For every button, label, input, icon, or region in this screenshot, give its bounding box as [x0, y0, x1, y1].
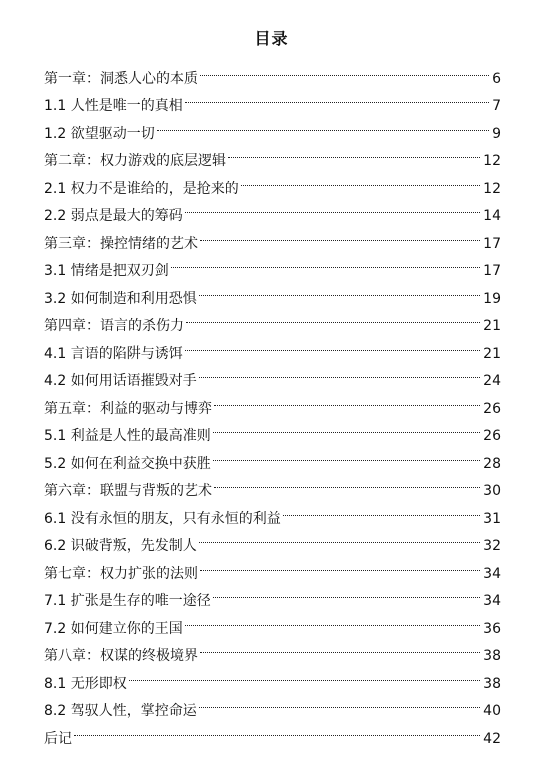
- dot-leader: [185, 193, 480, 221]
- dot-leader: [283, 495, 480, 523]
- dot-leader: [213, 578, 480, 606]
- toc-entry-label: 5.1 利益是人性的最高准则: [44, 428, 211, 444]
- dot-leader: [241, 165, 480, 193]
- toc-entry-page-number: 12: [483, 180, 501, 197]
- toc-entry-label: 2.1 权力不是谁给的，是抢来的: [44, 180, 239, 197]
- toc-entry-page-number: 28: [483, 455, 501, 472]
- dot-leader: [214, 468, 480, 496]
- toc-entry-label: 2.2 弱点是最大的筹码: [44, 208, 183, 224]
- toc-entry[interactable]: [44, 715, 501, 747]
- dot-leader: [199, 688, 480, 716]
- toc-entry-label: 8.2 驾驭人性，掌控命运: [44, 703, 197, 719]
- toc-entry-label: 第四章：语言的杀伤力: [44, 318, 184, 334]
- toc-entry-label: 3.1 情绪是把双刃剑: [44, 263, 169, 279]
- toc-entry-label: 第一章：洞悉人心的本质: [44, 70, 198, 87]
- toc-entry-page-number: 14: [483, 208, 501, 224]
- toc-entry-page-number: 40: [483, 703, 501, 719]
- dot-leader: [171, 248, 480, 276]
- toc-entry-page-number: 17: [483, 263, 501, 279]
- toc-entry-label: 5.2 如何在利益交换中获胜: [44, 455, 211, 472]
- dot-leader: [199, 358, 480, 386]
- toc-entry-label: 第六章：联盟与背叛的艺术: [44, 483, 212, 499]
- toc-entry[interactable]: [44, 55, 501, 87]
- toc-entry-page-number: 21: [483, 345, 501, 362]
- dot-leader: [200, 633, 480, 661]
- dot-leader: [74, 715, 480, 743]
- toc-entry-page-number: 9: [492, 125, 501, 142]
- toc-entry-page-number: 42: [483, 730, 501, 747]
- dot-leader: [129, 660, 480, 688]
- dot-leader: [200, 220, 480, 248]
- dot-leader: [185, 83, 489, 111]
- toc-entry-page-number: 19: [483, 290, 501, 307]
- toc-entry-page-number: 38: [483, 675, 501, 692]
- toc-entry-page-number: 17: [483, 235, 501, 252]
- dot-leader: [185, 605, 480, 633]
- toc-entry-label: 7.1 扩张是生存的唯一途径: [44, 593, 211, 609]
- toc-entry-page-number: 36: [483, 620, 501, 637]
- toc-entry-page-number: 26: [483, 400, 501, 417]
- toc-entry-page-number: 34: [483, 565, 501, 582]
- toc-entry-label: 4.1 言语的陷阱与诱饵: [44, 345, 183, 362]
- toc-entry-label: 第七章：权力扩张的法则: [44, 565, 198, 582]
- toc-entry-label: 7.2 如何建立你的王国: [44, 620, 183, 637]
- toc-entry-label: 1.1 人性是唯一的真相: [44, 98, 183, 114]
- dot-leader: [228, 138, 480, 166]
- toc-entry-label: 3.2 如何制造和利用恐惧: [44, 290, 197, 307]
- toc-entry-label: 第五章：利益的驱动与博弈: [44, 400, 212, 417]
- toc-entry-page-number: 24: [483, 373, 501, 389]
- dot-leader: [185, 330, 480, 358]
- toc-entry-label: 后记: [44, 730, 72, 747]
- toc-title: 目录: [254, 29, 289, 48]
- dot-leader: [157, 110, 489, 138]
- toc-entry-page-number: 38: [483, 648, 501, 664]
- toc-entry-label: 6.1 没有永恒的朋友，只有永恒的利益: [44, 510, 281, 527]
- toc-list: [44, 55, 501, 747]
- toc-entry-page-number: 34: [483, 593, 501, 609]
- dot-leader: [200, 55, 489, 83]
- dot-leader: [200, 550, 480, 578]
- toc-entry-page-number: 30: [483, 483, 501, 499]
- toc-entry-label: 1.2 欲望驱动一切: [44, 125, 155, 142]
- toc-entry-page-number: 7: [492, 98, 501, 114]
- toc-entry-page-number: 32: [483, 538, 501, 554]
- dot-leader: [213, 413, 480, 441]
- toc-entry-label: 8.1 无形即权: [44, 675, 127, 692]
- toc-entry-page-number: 12: [483, 153, 501, 169]
- dot-leader: [213, 440, 480, 468]
- toc-entry-page-number: 21: [483, 318, 501, 334]
- toc-entry-label: 6.2 识破背叛，先发制人: [44, 538, 197, 554]
- dot-leader: [199, 523, 480, 551]
- toc-entry-label: 第八章：权谋的终极境界: [44, 648, 198, 664]
- toc-entry-label: 第二章：权力游戏的底层逻辑: [44, 153, 226, 169]
- dot-leader: [186, 303, 480, 331]
- dot-leader: [214, 385, 480, 413]
- toc-entry-page-number: 6: [492, 70, 501, 87]
- toc-entry-page-number: 26: [483, 428, 501, 444]
- toc-entry-label: 第三章：操控情绪的艺术: [44, 235, 198, 252]
- toc-entry-page-number: 31: [483, 510, 501, 527]
- toc-entry-label: 4.2 如何用话语摧毁对手: [44, 373, 197, 389]
- dot-leader: [199, 275, 480, 303]
